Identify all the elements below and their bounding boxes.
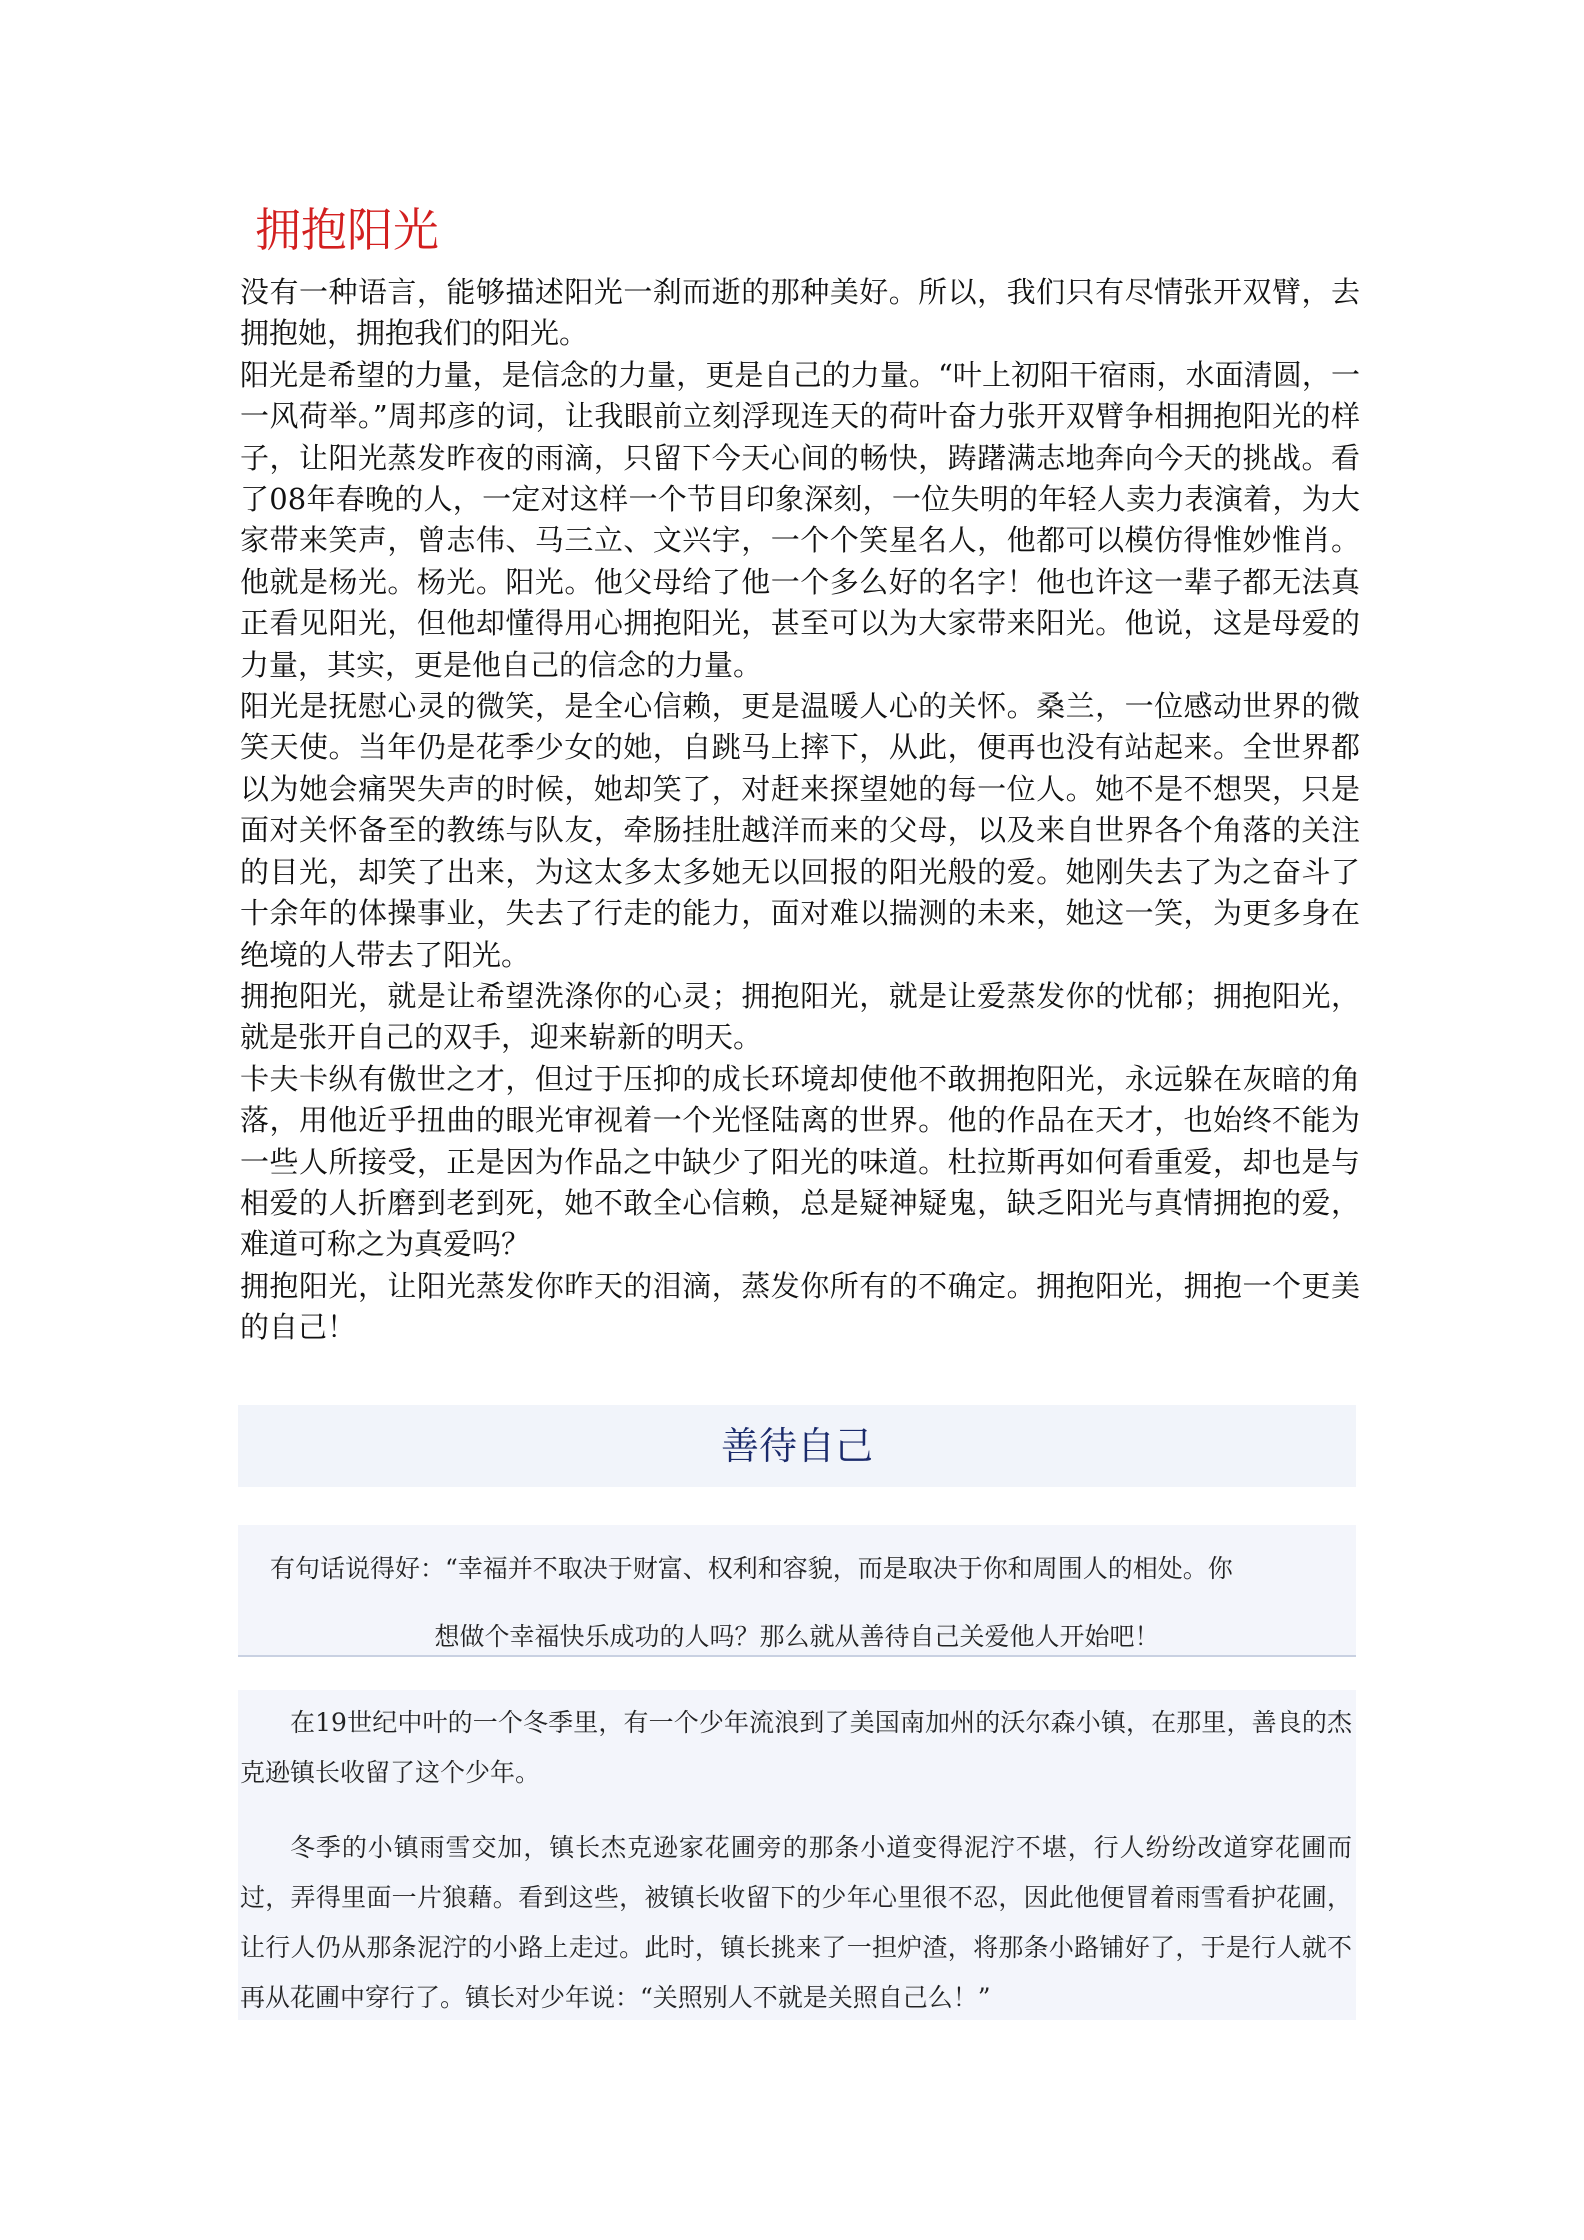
essay-paragraph: 阳光是抚慰心灵的微笑，是全心信赖，更是温暖人心的关怀。桑兰，一位感动世界的微笑天使。当年仍是花季少女的她，自跳马上摔下，从此，便再也没有站起来。全世界都以为她会痛哭失声的时候，她却笑了，对赶来探望她的每一位人。她不是不想哭，只是面对关怀备至的教练与队友，牵肠挂肚越洋而来的父母，以及来自世界各个角落的关注的目光，却笑了出来，为这太多太多她无以回报的阳光般的爱。她刚失去了为之奋斗了十余年的体操事业，失去了行走的能力，面对难以揣测的未来，她这一笑，为更多身在绝境的人带去了阳光。	[240, 689, 1360, 972]
quote-line: 有句话说得好：“幸福并不取决于财富、权利和容貌，而是取决于你和周围人的相处。你	[270, 1554, 1233, 1583]
second-title-band	[238, 1405, 1356, 1487]
quote-block	[238, 1525, 1356, 1657]
essay-paragraph: 拥抱阳光，就是让希望洗涤你的心灵；拥抱阳光，就是让爱蒸发你的忧郁；拥抱阳光，就是张开自己的双手，迎来崭新的明天。	[240, 978, 1360, 1055]
story-block	[238, 1690, 1356, 2020]
second-essay-title: 善待自己	[720, 1424, 873, 1468]
quote-line: 想做个幸福快乐成功的人吗？那么就从善待自己关爱他人开始吧！	[434, 1622, 1160, 1651]
story-paragraph-container	[240, 1698, 1352, 1798]
essay-title: 拥抱阳光	[255, 203, 439, 257]
essay-paragraph: 拥抱阳光，让阳光蒸发你昨天的泪滴，蒸发你所有的不确定。拥抱阳光，拥抱一个更美的自己！	[240, 1268, 1360, 1345]
story-paragraph: 冬季的小镇雨雪交加，镇长杰克逊家花圃旁的那条小道变得泥泞不堪，行人纷纷改道穿花圃而过，弄得里面一片狼藉。看到这些，被镇长收留下的少年心里很不忍，因此他便冒着雨雪看护花圃，让行人仍从那条泥泞的小路上走过。此时，镇长挑来了一担炉渣，将那条小路铺好了，于是行人就不再从花圃中穿行了。镇长对少年说：“关照别人不就是关照自己么！”	[240, 1833, 1352, 2012]
essay-body	[240, 272, 1360, 1349]
story-paragraph-container	[240, 1823, 1352, 2023]
story-paragraph: 在19世纪中叶的一个冬季里，有一个少年流浪到了美国南加州的沃尔森小镇，在那里，善良的杰克逊镇长收留了这个少年。	[240, 1708, 1352, 1787]
essay-paragraph: 卡夫卡纵有傲世之才，但过于压抑的成长环境却使他不敢拥抱阳光，永远躲在灰暗的角落，用他近乎扭曲的眼光审视着一个光怪陆离的世界。他的作品在天才，也始终不能为一些人所接受，正是因为作品之中缺少了阳光的味道。杜拉斯再如何看重爱，却也是与相爱的人折磨到老到死，她不敢全心信赖，总是疑神疑鬼，缺乏阳光与真情拥抱的爱，难道可称之为真爱吗？	[240, 1061, 1360, 1262]
essay-paragraph: 没有一种语言，能够描述阳光一刹而逝的那种美好。所以，我们只有尽情张开双臂，去拥抱她，拥抱我们的阳光。	[240, 275, 1360, 351]
essay-paragraph: 阳光是希望的力量，是信念的力量，更是自己的力量。“叶上初阳干宿雨，水面清圆，一一风荷举。”周邦彦的词，让我眼前立刻浮现连天的荷叶奋力张开双臂争相拥抱阳光的样子，让阳光蒸发昨夜的雨滴，只留下今天心间的畅快，踌躇满志地奔向今天的挑战。看了08年春晚的人，一定对这样一个节目印象深刻，一位失明的年轻人卖力表演着，为大家带来笑声，曾志伟、马三立、文兴宇，一个个笑星名人，他都可以模仿得惟妙惟肖。他就是杨光。杨光。阳光。他父母给了他一个多么好的名字！他也许这一辈子都无法真正看见阳光，但他却懂得用心拥抱阳光，甚至可以为大家带来阳光。他说，这是母爱的力量，其实，更是他自己的信念的力量。	[240, 357, 1360, 682]
